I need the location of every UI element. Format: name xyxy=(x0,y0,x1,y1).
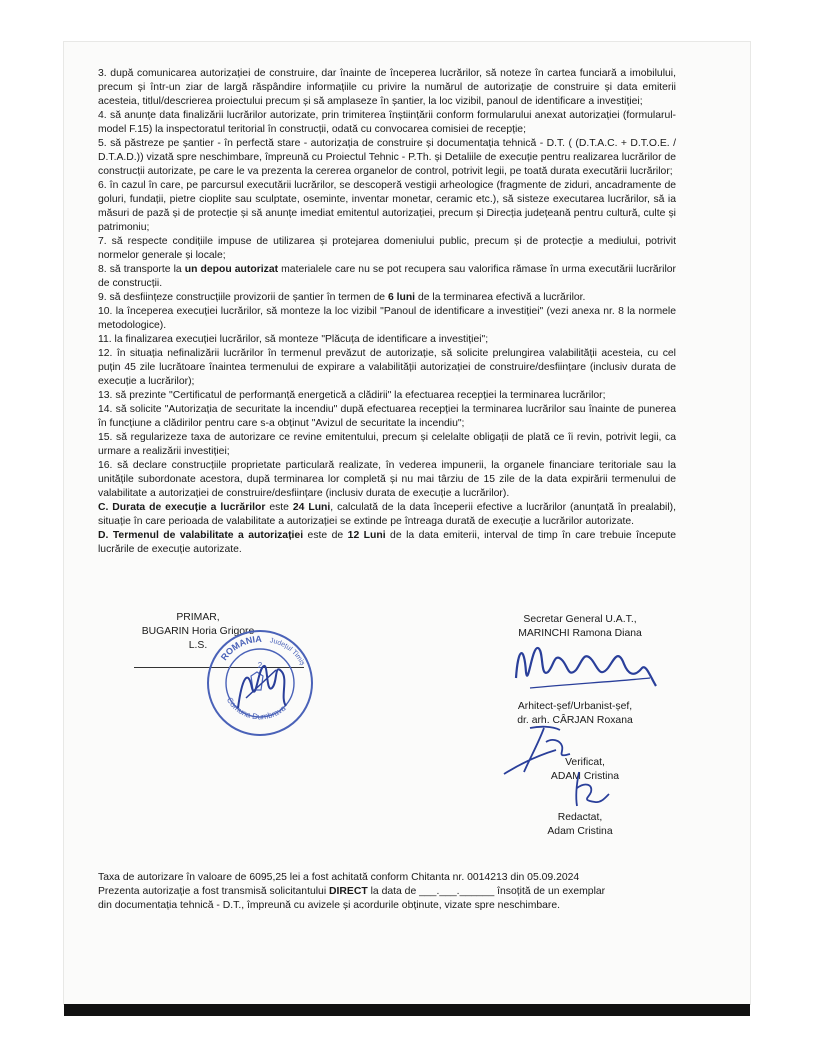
paragraph-15: 15. să regularizeze taxa de autorizare ce revine emitentului, precum și celelalte obligații de plată ce îi revin, potrivit legii, ca urmare a realizării investiției; xyxy=(98,432,676,457)
paragraph-16: 16. să declare construcțiile proprietate particulară realizate, în vederea impunerii, la organele financiare teritoriale sau la unitățile subordonate acestora, după terminarea lor completă și nu mai târziu de 15 zile de la data expirării termenului de valabilitate a autorizației de construire/desființare (inclusiv durata de execuție a lucrărilor). xyxy=(98,460,676,499)
paragraph-8: 8. să transporte la un depou autorizat materialele care nu se pot recupera sau valorifica rămase în urma executării lucrărilor de construcții. xyxy=(98,264,676,289)
paragraph-6: 6. în cazul în care, pe parcursul executării lucrărilor, se descoperă vestigii arheologice (fragmente de ziduri, ancadramente de goluri, fundații, pietre cioplite sau sculptate, oseminte, inventar monetar, ceramic etc.), să sisteze executarea lucrărilor, să ia măsuri de pază și de protecție și să anunțe imediat emitentul autorizației, precum și Direcția județeană pentru cultură, culte și patrimoniu; xyxy=(98,180,676,233)
footer-notes xyxy=(98,871,683,913)
verified-name: ADAM Cristina xyxy=(550,771,620,782)
paragraph-4: 4. să anunțe data finalizării lucrărilor autorizate, prin trimiterea înștiințării conform formularului anexat autorizației (formularul-model F.15) la inspectoratul teritorial în construcții, odată cu convocarea comisiei de recepție; xyxy=(98,110,676,135)
tax-line: Taxa de autorizare în valoare de 6095,25 lei a fost achitată conform Chitanta nr. 0014213 din 05.09.2024 xyxy=(98,872,580,883)
paragraph-13: 13. să prezinte "Certificatul de performanță energetică a clădirii" la efectuarea recepției la terminarea lucrărilor; xyxy=(98,390,606,401)
paragraph-14: 14. să solicite "Autorizația de securitate la incendiu" după efectuarea recepției la terminarea lucrărilor sau înainte de punerea în funcțiune a clădirilor pentru care s-a obținut "Avizul de securitate la incendiu"; xyxy=(98,404,676,429)
mayor-title: PRIMAR, xyxy=(176,612,220,623)
paragraph-11: 11. la finalizarea execuției lucrărilor, să monteze "Plăcuța de identificare a investiției"; xyxy=(98,334,489,345)
drafted-name: Adam Cristina xyxy=(547,826,613,837)
stamp-center-number: 2 xyxy=(257,661,263,670)
architect-name: dr. arh. CÂRJAN Roxana xyxy=(517,715,633,726)
obligations-text xyxy=(98,67,676,557)
secretary-signature-block xyxy=(500,613,660,641)
paragraph-9: 9. să desființeze construcțiile provizorii de șantier în termen de 6 luni de la terminarea efectivă a lucrărilor. xyxy=(98,292,586,303)
verified-title: Verificat, xyxy=(565,757,605,768)
stamp-top-text: ROMANIA xyxy=(218,633,262,663)
paragraph-7: 7. să respecte condițiile impuse de utilizarea și protejarea domeniului public, precum și de protecție a mediului, potrivit normelor generale și locale; xyxy=(98,236,676,261)
paragraph-10: 10. la începerea execuției lucrărilor, să monteze la loc vizibil "Panoul de identificare a investiției" (vezi anexa nr. 8 la normele metodologice). xyxy=(98,306,676,331)
section-d-validity: D. Termenul de valabilitate a autorizației este de 12 Luni de la data emiterii, interval de timp în care trebuie începute lucrările de execuție autorizate. xyxy=(98,530,676,555)
transmit-line: Prezenta autorizație a fost transmisă solicitantului DIRECT la data de ___.___.______ însoțită de un exemplar xyxy=(98,886,606,897)
paragraph-12: 12. în situația nefinalizării lucrărilor în termenul prevăzut de autorizație, să solicite prelungirea valabilității acesteia, cu cel puțin 45 zile lucrătoare înaintea termenului de expirare a valabilității autorizației de construire/desființare (inclusiv durata de execuție a lucrărilor); xyxy=(98,348,676,387)
verified-signature xyxy=(565,768,615,810)
secretary-signature xyxy=(510,638,660,700)
mayor-name: BUGARIN Horia Grigore xyxy=(141,626,255,637)
drafted-title: Redactat, xyxy=(557,812,603,823)
drafted-signature-block xyxy=(530,811,630,839)
secretary-name: MARINCHI Ramona Diana xyxy=(518,628,642,639)
stamp-side-text: Județul Timiș xyxy=(269,637,306,667)
ls-label: L.S. xyxy=(188,640,208,651)
secretary-title: Secretar General U.A.T., xyxy=(523,614,637,625)
architect-title: Arhitect-șef/Urbanist-șef, xyxy=(517,701,633,712)
docs-line: din documentația tehnică - D.T., împreună cu avizele și acordurile obținute, vizate spre neschimbare. xyxy=(98,900,561,911)
scan-border xyxy=(64,1004,750,1016)
paragraph-5: 5. să păstreze pe șantier - în perfectă stare - autorizația de construire și documentația tehnică - D.T. ( (D.T.A.C. + D.T.O.E. / D.T.A.D.)) vizată spre neschimbare, împreună cu Proiectul Tehnic - P.Th. și Detaliile de execuție pentru realizarea lucrărilor de construcții autorizate, pe care le va prezenta la cererea organelor de control, potrivit legii, pe toată durata executării lucrărilor; xyxy=(98,138,676,177)
mayor-signature xyxy=(228,648,298,718)
section-c-duration: C. Durata de execuție a lucrărilor este 24 Luni, calculată de la data începerii efective a lucrărilor (anunțată în prealabil), situație în care perioada de valabilitate a autorizației se extinde pe întreaga durată de execuție a lucrărilor autorizate. xyxy=(98,502,676,527)
paragraph-3: 3. după comunicarea autorizației de construire, dar înainte de începerea lucrărilor, să noteze în cartea funciară a imobilului, precum și într-un ziar de largă răspândire informațiile cu privire la numărul de autorizație de construire și data emiterii acesteia, titlul/descrierea proiectului precum și să amplaseze în șantier, la loc vizibil, panoul de identificare a investiției; xyxy=(98,68,676,107)
stamp-bottom-text: Comuna Dumbrava xyxy=(224,695,288,722)
